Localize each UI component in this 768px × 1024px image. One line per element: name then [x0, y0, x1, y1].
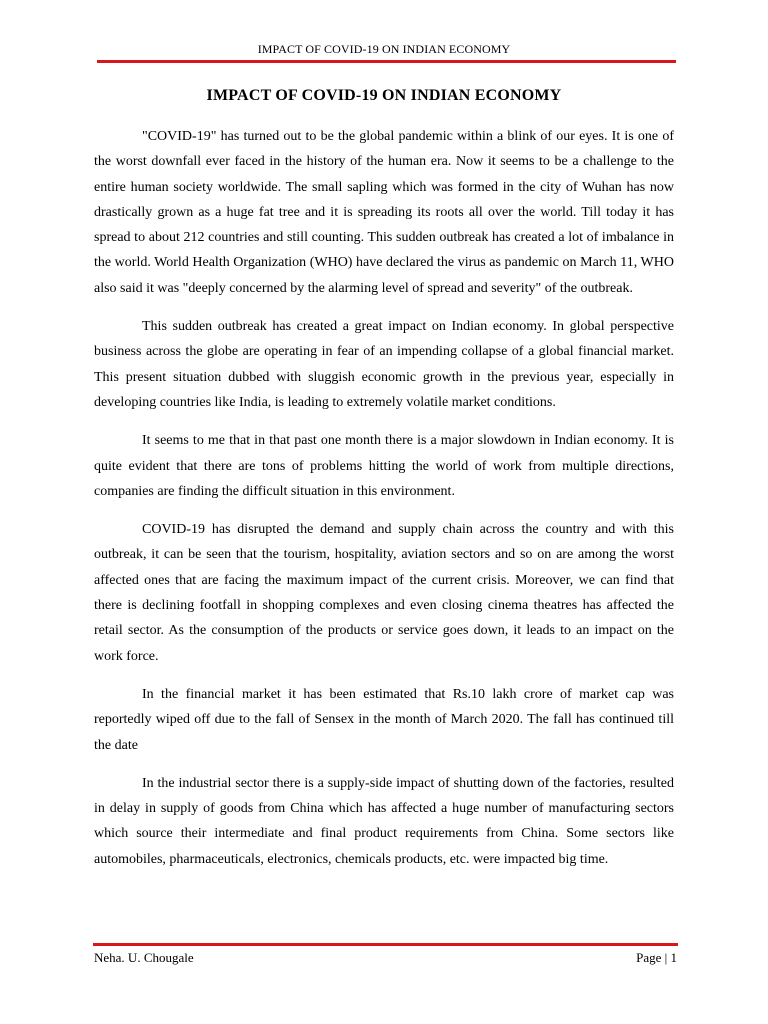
paragraph-4: COVID-19 has disrupted the demand and supply chain across the country and with this outbreak, it can be seen that the tourism, hospitality, aviation sectors and so on are among the worst affected ones that are facing the maximum impact of the current crisis. Moreover, we can find that there is declining footfall in shopping complexes and even closing cinema theatres has affected the retail sector. As the consumption of the products or service goes down, it leads to an impact on the work force. [94, 522, 674, 664]
paragraph-5: In the financial market it has been estimated that Rs.10 lakh crore of market cap was reportedly wiped off due to the fall of Sensex in the month of March 2020. The fall has continued till the date [94, 686, 674, 753]
footer-divider [93, 943, 678, 946]
page-number: Page | 1 [636, 950, 677, 965]
footer-author: Neha. U. Chougale [94, 950, 194, 965]
header-divider [97, 60, 676, 63]
paragraph-1: "COVID-19" has turned out to be the global pandemic within a blink of our eyes. It is one of the worst downfall ever faced in the history of the human era. Now it seems to be a challenge to the entire human society worldwide. The small sapling which was formed in the city of Wuhan has now drastically grown as a huge fat tree and it is spreading its roots all over the world. Till today it has spread to about 212 countries and still counting. This sudden outbreak has created a lot of imbalance in the world. World Health Organization (WHO) have declared the virus as pandemic on March 11, WHO also said it was "deeply concerned by the alarming level of spread and severity" of the outbreak. [94, 129, 674, 296]
document-body [94, 124, 674, 885]
paragraph-3: It seems to me that in that past one month there is a major slowdown in Indian economy. It is quite evident that there are tons of problems hitting the world of work from multiple directions, companies are finding the difficult situation in this environment. [94, 433, 674, 499]
document-title: IMPACT OF COVID-19 ON INDIAN ECONOMY [206, 87, 562, 104]
paragraph-6: In the industrial sector there is a supply-side impact of shutting down of the factories, resulted in delay in supply of goods from China which has affected a huge number of manufacturing sectors which source their intermediate and final product requirements from China. Some sectors like automobiles, pharmaceuticals, electronics, chemicals products, etc. were impacted big time. [94, 775, 674, 867]
running-header: IMPACT OF COVID-19 ON INDIAN ECONOMY [257, 42, 511, 56]
paragraph-2: This sudden outbreak has created a great impact on Indian economy. In global perspective business across the globe are operating in fear of an impending collapse of a global financial market. This present situation dubbed with sluggish economic growth in the previous year, especially in developing countries like India, is leading to extremely volatile market conditions. [94, 319, 674, 410]
